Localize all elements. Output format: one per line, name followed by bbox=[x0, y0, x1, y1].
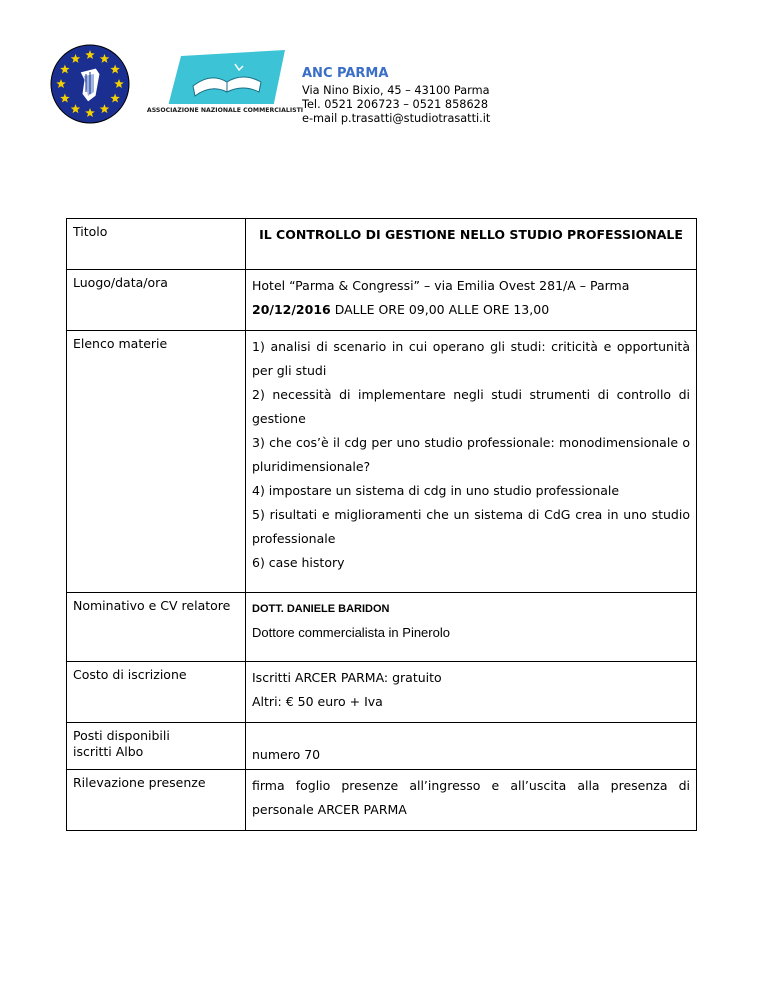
luogo-datetime bbox=[252, 298, 690, 322]
materie-item: 5) risultati e miglioramenti che un sistema di CdG crea in uno studio professionale bbox=[252, 507, 690, 546]
luogo-date: 20/12/2016 bbox=[252, 302, 331, 317]
materie-item: 3) che cos’è il cdg per uno studio professionale: monodimensionale o pluridimensionale? bbox=[252, 435, 690, 474]
titolo-label: Titolo bbox=[67, 219, 246, 270]
costo-label: Costo di iscrizione bbox=[67, 662, 246, 723]
titolo-value: IL CONTROLLO DI GESTIONE NELLO STUDIO PROFESSIONALE bbox=[246, 219, 697, 270]
materie-label: Elenco materie bbox=[67, 331, 246, 593]
luogo-time: DALLE ORE 09,00 ALLE ORE 13,00 bbox=[334, 302, 550, 317]
costo-cell bbox=[246, 662, 697, 723]
row-materie bbox=[67, 331, 697, 593]
posti-label bbox=[67, 723, 246, 770]
posti-label-line2: iscritti Albo bbox=[73, 744, 144, 759]
org-email[interactable]: e-mail p.trasatti@studiotrasatti.it bbox=[302, 112, 491, 125]
row-posti bbox=[67, 723, 697, 770]
materie-item: 2) necessità di implementare negli studi strumenti di controllo di gestione bbox=[252, 387, 690, 426]
posti-label-line1: Posti disponibili bbox=[73, 728, 170, 743]
materie-cell bbox=[246, 331, 697, 593]
luogo-cell bbox=[246, 270, 697, 331]
row-presenze bbox=[67, 770, 697, 831]
anc-book-logo bbox=[146, 48, 304, 118]
posti-cell bbox=[246, 723, 697, 770]
event-info-table bbox=[66, 218, 697, 831]
luogo-place: Hotel “Parma & Congressi” – via Emilia Ovest 281/A – Parma bbox=[252, 278, 630, 293]
row-relatore bbox=[67, 593, 697, 662]
eu-stars-logo bbox=[50, 44, 130, 124]
row-luogo bbox=[67, 270, 697, 331]
materie-item: 1) analisi di scenario in cui operano gli studi: criticità e opportunità per gli studi bbox=[252, 339, 690, 378]
relatore-label: Nominativo e CV relatore bbox=[67, 593, 246, 662]
materie-item: 6) case history bbox=[252, 555, 345, 570]
row-titolo bbox=[67, 219, 697, 270]
materie-item: 4) impostare un sistema di cdg in uno studio professionale bbox=[252, 483, 620, 498]
posti-value: numero 70 bbox=[252, 747, 321, 762]
costo-line1: Iscritti ARCER PARMA: gratuito bbox=[252, 670, 442, 685]
luogo-label: Luogo/data/ora bbox=[67, 270, 246, 331]
org-header bbox=[302, 66, 490, 126]
relatore-desc: Dottore commercialista in Pinerolo bbox=[252, 625, 450, 640]
relatore-name: DOTT. DANIELE BARIDON bbox=[252, 603, 390, 615]
costo-line2: Altri: € 50 euro + Iva bbox=[252, 694, 383, 709]
row-costo bbox=[67, 662, 697, 723]
presenze-value: firma foglio presenze all’ingresso e all’uscita alla presenza di personale ARCER PARMA bbox=[246, 770, 697, 831]
org-phone: Tel. 0521 206723 – 0521 858628 bbox=[302, 98, 489, 111]
relatore-cell bbox=[246, 593, 697, 662]
anc-logo-text: ASSOCIAZIONE NAZIONALE COMMERCIALISTI bbox=[146, 107, 304, 114]
org-name: ANC PARMA bbox=[302, 66, 389, 81]
org-address: Via Nino Bixio, 45 – 43100 Parma bbox=[302, 84, 490, 97]
presenze-label: Rilevazione presenze bbox=[67, 770, 246, 831]
